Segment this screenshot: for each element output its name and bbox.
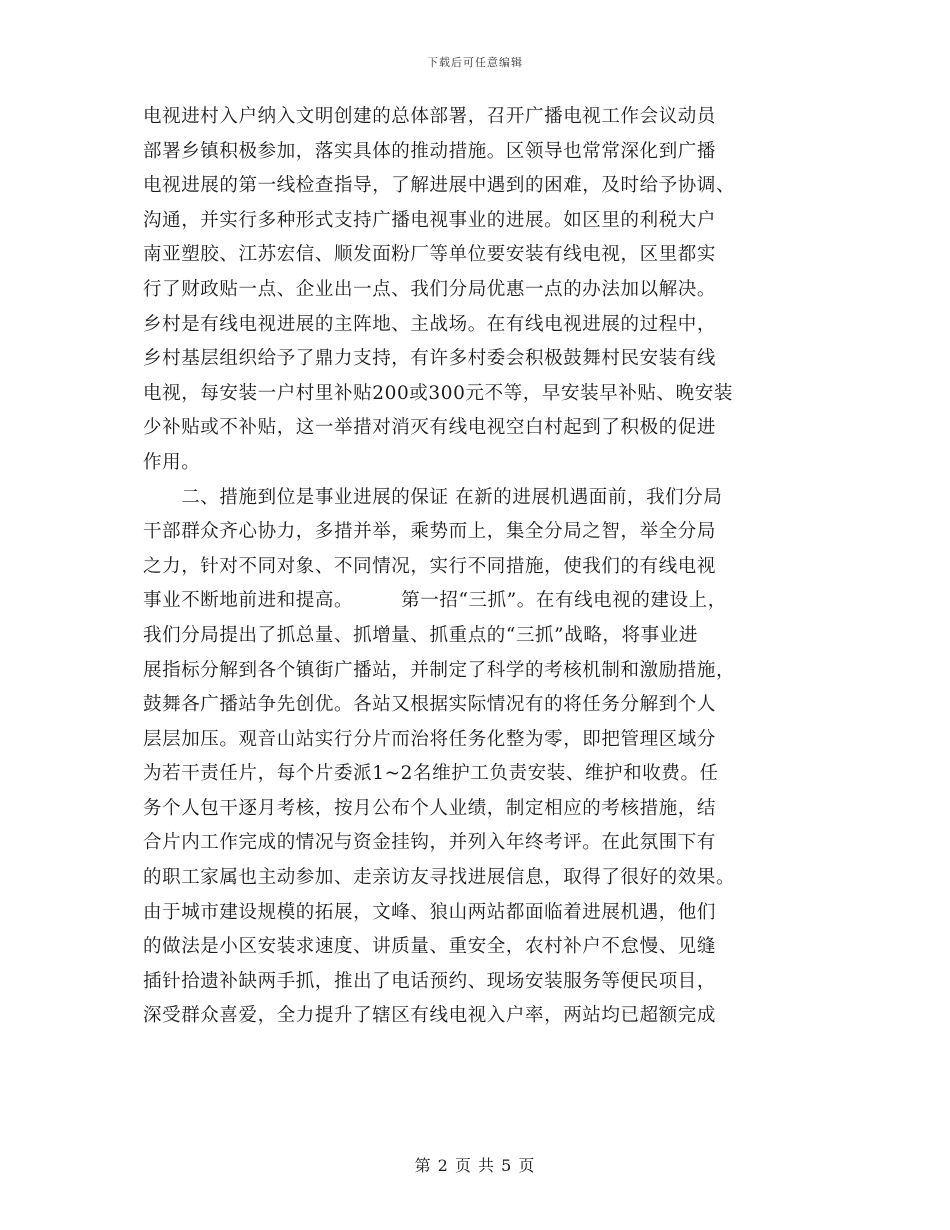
text-line: 的做法是小区安装求速度、讲质量、重安全，农村补户不怠慢、见缝 bbox=[143, 936, 717, 958]
page-number-footer: 第 2 页 共 5 页 bbox=[414, 1156, 536, 1175]
text-line: 行了财政贴一点、企业出一点、我们分局优惠一点的办法加以解决。 bbox=[143, 278, 717, 300]
page-header-note: 下载后可任意编辑 bbox=[427, 56, 523, 69]
text-line: 深受群众喜爱，全力提升了辖区有线电视入户率，两站均已超额完成 bbox=[143, 1005, 717, 1027]
text-line: 务个人包干逐月考核，按月公布个人业绩，制定相应的考核措施，结 bbox=[143, 797, 717, 819]
text-line: 鼓舞各广播站争先创优。各站又根据实际情况有的将任务分解到个人 bbox=[143, 694, 717, 716]
text-line: 乡村基层组织给予了鼎力支持，有许多村委会积极鼓舞村民安装有线 bbox=[143, 348, 717, 370]
text-line: 少补贴或不补贴，这一举措对消灭有线电视空白村起到了积极的促进 bbox=[143, 417, 717, 439]
text-line: 作用。 bbox=[143, 451, 201, 473]
text-line: 我们分局提出了抓总量、抓增量、抓重点的“三抓”战略，将事业进 bbox=[143, 624, 698, 646]
text-line: 事业不断地前进和提高。 第一招“三抓”。在有线电视的建设上， bbox=[143, 590, 727, 612]
text-line: 插针拾遗补缺两手抓，推出了电话预约、现场安装服务等便民项目， bbox=[143, 970, 717, 992]
text-line: 为若干责任片，每个片委派1~2名维护工负责安装、维护和收费。任 bbox=[143, 763, 719, 785]
text-line: 层层加压。观音山站实行分片而治将任务化整为零，即把管理区域分 bbox=[143, 728, 717, 750]
text-line: 南亚塑胶、江苏宏信、顺发面粉厂等单位要安装有线电视，区里都实 bbox=[143, 244, 717, 266]
text-line: 部署乡镇积极参加，落实具体的推动措施。区领导也常常深化到广播 bbox=[143, 140, 717, 162]
text-line: 乡村是有线电视进展的主阵地、主战场。在有线电视进展的过程中， bbox=[143, 313, 717, 335]
text-line: 电视进村入户纳入文明创建的总体部署，召开广播电视工作会议动员 bbox=[143, 106, 717, 127]
text-line: 之力，针对不同对象、不同情况，实行不同措施，使我们的有线电视 bbox=[143, 555, 717, 577]
text-line: 展指标分解到各个镇街广播站，并制定了科学的考核机制和激励措施， bbox=[143, 659, 736, 681]
text-line: 电视进展的第一线检查指导，了解进展中遇到的困难，及时给予协调、 bbox=[143, 175, 736, 197]
text-line: 由于城市建设规模的拓展，文峰、狼山两站都面临着进展机遇，他们 bbox=[143, 901, 717, 923]
text-line: 干部群众齐心协力，多措并举，乘势而上，集全分局之智，举全分局 bbox=[143, 521, 717, 543]
text-line: 的职工家属也主动参加、走亲访友寻找进展信息，取得了很好的效果。 bbox=[143, 867, 736, 889]
document-body bbox=[143, 100, 815, 1034]
text-line: 二、措施到位是事业进展的保证 在新的进展机遇面前，我们分局 bbox=[143, 486, 723, 508]
text-line: 沟通，并实行多种形式支持广播电视事业的进展。如区里的利税大户 bbox=[143, 209, 717, 231]
text-line: 电视，每安装一户村里补贴200或300元不等，早安装早补贴、晚安装 bbox=[143, 382, 733, 404]
text-line: 合片内工作完成的情况与资金挂钩，并列入年终考评。在此氛围下有 bbox=[143, 832, 717, 854]
